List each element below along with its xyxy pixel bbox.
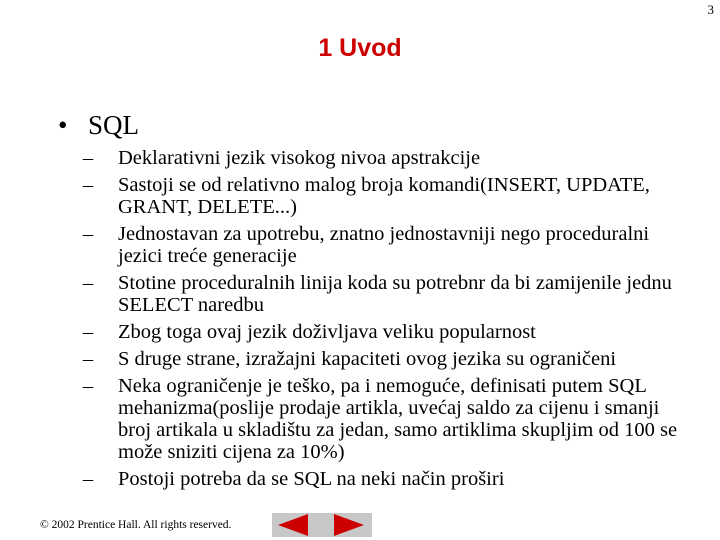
dash-marker: – [82,468,94,490]
dash-marker: – [82,272,94,294]
arrow-right-icon [322,513,372,537]
dash-marker: – [82,147,94,169]
main-bullet [58,110,698,140]
sub-bullet-item [58,468,698,490]
dash-marker: – [82,348,94,370]
page-number: 3 [707,2,714,17]
sub-bullet-text: Zbog toga ovaj jezik doživljava veliku popularnost [118,321,536,343]
slide-title: 1 Uvod [318,34,402,62]
dash-marker: – [82,174,94,196]
dash-marker: – [82,375,94,397]
copyright-footer [40,519,231,531]
sub-bullet-item [58,147,698,169]
sub-bullet-item [58,375,698,463]
dash-marker: – [82,223,94,245]
sub-bullet-text: Neka ograničenje je teško, pa i nemoguće, definisati putem SQL mehanizma(poslije prodaje artikla, uvećaj saldo za cijenu i smanji broj artikala u skladištu za jedan, samo artiklima skupljim od 100 se može sniziti cijena za 10%) [118,375,678,463]
copyright-text: 2002 Prentice Hall. All rights reserved. [48,519,232,531]
sub-bullet-text: Postoji potreba da se SQL na neki način proširi [118,468,505,490]
sub-bullet-text: Jednostavan za upotrebu, znatno jednostavniji nego proceduralni jezici treće generacije [118,223,650,267]
slide-content [58,110,698,495]
previous-slide-button[interactable] [272,513,322,537]
copyright-symbol: © [40,519,49,531]
bullet-text: SQL [88,110,140,140]
sub-bullet-item [58,272,698,316]
bullet-marker: • [58,110,68,140]
dash-marker: – [82,321,94,343]
sub-bullet-item [58,321,698,343]
arrow-left-icon [272,513,322,537]
sub-bullet-list [58,147,698,490]
sub-bullet-item [58,223,698,267]
sub-bullet-item [58,174,698,218]
sub-bullet-text: S druge strane, izražajni kapaciteti ovog jezika su ograničeni [118,348,617,370]
sub-bullet-text: Stotine proceduralnih linija koda su potrebnr da bi zamijenile jednu SELECT naredbu [118,272,672,316]
sub-bullet-text: Sastoji se od relativno malog broja komandi(INSERT, UPDATE, GRANT, DELETE...) [118,174,650,218]
sub-bullet-text: Deklarativni jezik visokog nivoa apstrakcije [118,147,481,169]
next-slide-button[interactable] [322,513,372,537]
sub-bullet-item [58,348,698,370]
